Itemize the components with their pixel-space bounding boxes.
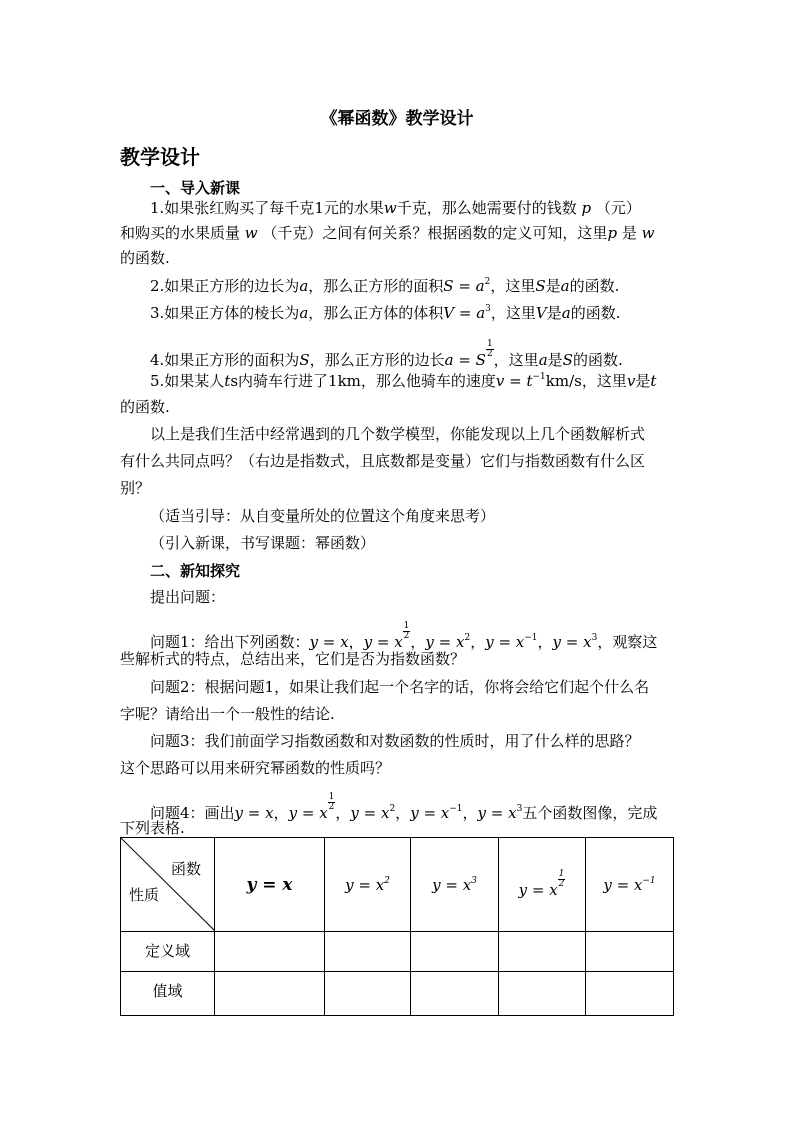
discussion-line-2: 有什么共同点吗？（右边是指数式，且底数都是变量）它们与指数函数有什么区 (120, 452, 646, 470)
item-3: 3.如果正方体的棱长为a，那么正方体的体积$V = a^3$，这里V是a的函数. (150, 304, 621, 322)
hint-new-lesson: （引入新课，书写课题：幂函数） (150, 534, 376, 552)
question-1-line-2: 些解析式的特点，总结出来，它们是否为指数函数？ (120, 650, 466, 668)
item-1-line-3: 的函数. (120, 249, 170, 267)
question-4-line-2: 下列表格. (120, 819, 185, 837)
question-4-line-1: 问题4：画出y = x，y = x $\frac{1}{2}$ ，$y = x^2$，$y = x^{-1}$，$y = x^3$五个函数图像，完成 (150, 792, 658, 822)
table-cell[interactable] (586, 932, 674, 972)
item-5-line-1: 5.如果某人ts内骑车行进了1km，那么他骑车的速度$v = t^{-1}km/s$，这里v是t (150, 372, 657, 390)
item-2: 2.如果正方形的边长为a，那么正方形的面积$S = a^2$，这里S是a的函数. (150, 277, 620, 295)
exponent-fraction: $\frac{1}{2}$ (486, 339, 493, 359)
question-1-line-1: 问题1：给出下列函数：y = x，y = x $\frac{1}{2}$ ，$y = x^2$，$y = x^{-1}$，$y = x^3$，观察这 (150, 621, 658, 651)
item-1-line-2: 和购买的水果质量 w （千克）之间有何关系？根据函数的定义可知，这里p 是 w (120, 224, 655, 242)
table-cell[interactable] (499, 932, 586, 972)
table-corner-cell (121, 838, 215, 932)
table-header-y-x-inv: $y = x^{-1}$ (586, 838, 674, 932)
table-cell[interactable] (215, 932, 325, 972)
discussion-line-3: 别？ (120, 479, 151, 497)
document-title: 《幂函数》教学设计 (320, 109, 474, 129)
table-cell[interactable] (325, 972, 411, 1016)
item-4: 4.如果正方形的面积为S，那么正方形的边长a = S $\frac{1}{2}$ ，这里a是S的函数. (150, 339, 623, 369)
subsection-explore: 二、新知探究 (150, 562, 241, 580)
question-3-line-1: 问题3：我们前面学习指数函数和对数函数的性质时，用了什么样的思路？ (150, 732, 640, 750)
row-label-range: 值域 (121, 972, 215, 1016)
table-header-y-x2: $y = x^2$ (325, 838, 411, 932)
hint-guide: （适当引导：从自变量所处的位置这个角度来思考） (150, 507, 496, 525)
table-cell[interactable] (411, 932, 499, 972)
properties-table (120, 837, 674, 1016)
row-label-domain: 定义域 (121, 932, 215, 972)
section-heading: 教学设计 (120, 145, 200, 169)
pose-questions: 提出问题： (150, 588, 226, 606)
item-1-line-1: 1.如果张红购买了每千克1元的水果w千克，那么她需要付的钱数 p （元） (150, 199, 641, 217)
table-header-y-x3: $y = x^3$ (411, 838, 499, 932)
question-3-line-2: 这个思路可以用来研究幂函数的性质吗？ (120, 759, 391, 777)
subsection-intro: 一、导入新课 (150, 179, 241, 197)
corner-label-function: 函数 (171, 860, 202, 878)
table-cell[interactable] (215, 972, 325, 1016)
table-cell[interactable] (586, 972, 674, 1016)
question-2-line-1: 问题2：根据问题1，如果让我们起一个名字的话，你将会给它们起个什么名 (150, 678, 650, 696)
item-5-line-2: 的函数. (120, 398, 170, 416)
table-header-y-x: y = x (215, 838, 325, 932)
table-header-y-x-half: y = x $\frac{1}{2}$ (499, 838, 586, 932)
table-cell[interactable] (411, 972, 499, 1016)
discussion-line-1: 以上是我们生活中经常遇到的几个数学模型，你能发现以上几个函数解析式 (150, 425, 646, 443)
corner-label-property: 性质 (129, 886, 160, 904)
question-2-line-2: 字呢？请给出一个一般性的结论. (120, 705, 335, 723)
table-cell[interactable] (499, 972, 586, 1016)
table-cell[interactable] (325, 932, 411, 972)
